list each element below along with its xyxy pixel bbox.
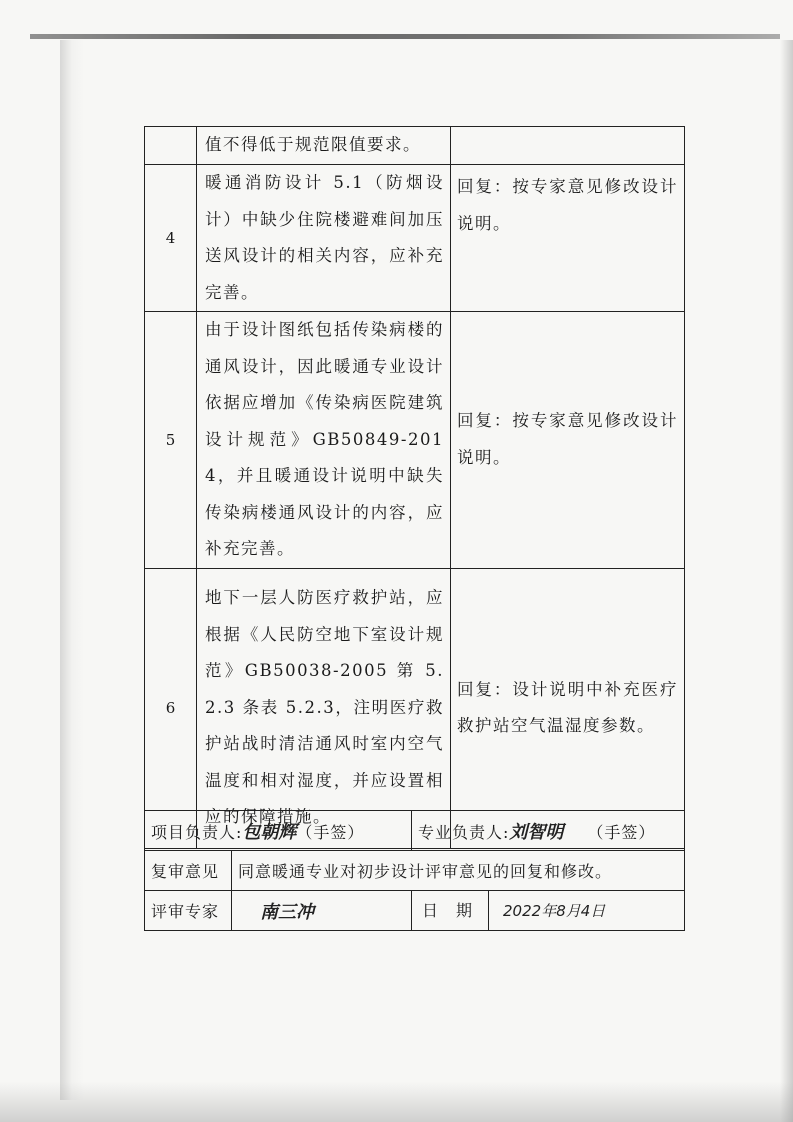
hand-sign-note: （手签） — [296, 822, 365, 842]
project-lead-label: 项目负责人: — [151, 822, 243, 842]
scan-right-shadow — [780, 40, 793, 1122]
issue-text: 值不得低于规范限值要求。 — [197, 127, 451, 165]
scan-bottom-shadow — [0, 1082, 793, 1122]
expert-label: 评审专家 — [145, 891, 232, 931]
reply-text: 回复：按专家意见修改设计说明。 — [451, 165, 685, 312]
row-number — [145, 127, 197, 165]
discipline-lead-signature: 刘智明 — [509, 821, 564, 843]
sign-row-review — [145, 851, 685, 891]
reply-text: 回复：按专家意见修改设计说明。 — [451, 312, 685, 569]
project-lead-signature: 包朝辉 — [242, 821, 297, 843]
sign-row-leads — [145, 811, 685, 851]
sign-row-expert — [145, 891, 685, 931]
date-cell — [412, 891, 685, 931]
issue-text: 地下一层人防医疗救护站，应根据《人民防空地下室设计规范》GB50038-2005 第 5.2.3 条表 5.2.3，注明医疗救护站战时清洁通风时室内空气温度和相对湿度，并应设置相应的保障措施。 — [197, 568, 451, 848]
hand-sign-note: （手签） — [587, 822, 656, 842]
scan-top-rule — [30, 34, 780, 39]
scan-left-shadow — [60, 40, 84, 1100]
issue-text: 由于设计图纸包括传染病楼的通风设计，因此暖通专业设计依据应增加《传染病医院建筑设计规范》GB50849-2014，并且暖通设计说明中缺失传染病楼通风设计的内容，应补充完善。 — [197, 312, 451, 569]
reply-text: 回复：设计说明中补充医疗救护站空气温湿度参数。 — [451, 568, 685, 848]
table-row — [145, 568, 685, 848]
table-row — [145, 127, 685, 165]
issue-text: 暖通消防设计 5.1（防烟设计）中缺少住院楼避难间加压送风设计的相关内容，应补充完善。 — [197, 165, 451, 312]
review-opinion-table — [144, 126, 685, 849]
expert-signature: 南三冲 — [260, 901, 314, 923]
project-lead-cell — [145, 811, 412, 851]
reply-text — [451, 127, 685, 165]
row-number: 6 — [145, 568, 197, 848]
table-row — [145, 165, 685, 312]
review-opinion-label: 复审意见 — [145, 851, 232, 891]
discipline-lead-label: 专业负责人: — [418, 822, 510, 842]
date-label: 日 期 — [412, 891, 489, 930]
expert-signature-cell — [232, 891, 412, 931]
discipline-lead-cell — [412, 811, 685, 851]
date-value: 2022年8月4日 — [503, 902, 606, 920]
review-opinion-text: 同意暖通专业对初步设计评审意见的回复和修改。 — [232, 851, 685, 891]
signature-table — [144, 810, 685, 931]
row-number: 4 — [145, 165, 197, 312]
table-row — [145, 312, 685, 569]
row-number: 5 — [145, 312, 197, 569]
